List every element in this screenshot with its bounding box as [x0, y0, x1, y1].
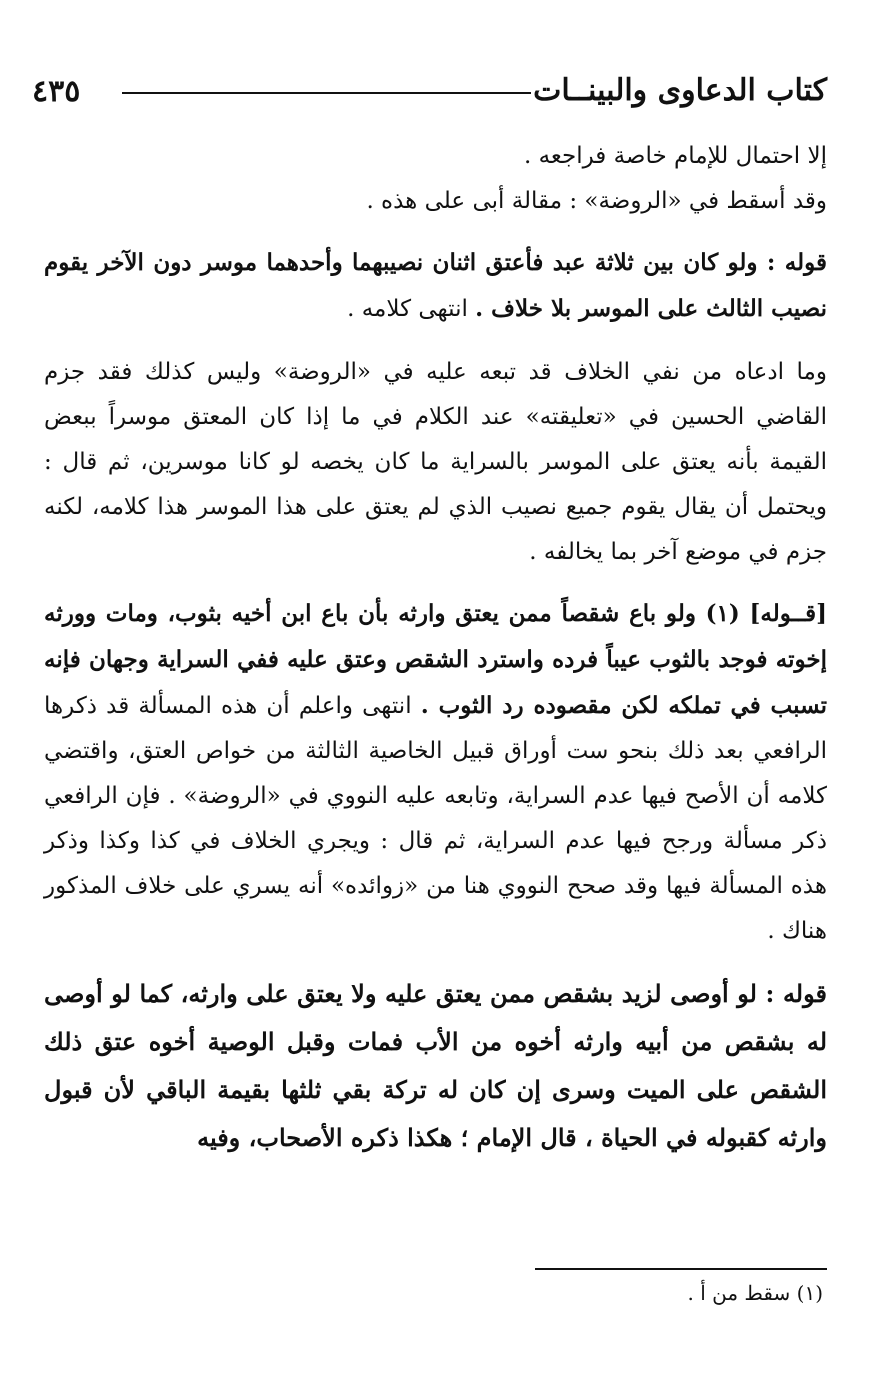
paragraph-4: وما ادعاه من نفي الخلاف قد تبعه عليه في «الروضة» وليس كذلك فقد جزم القاضي الحسين في «تعليقته» عند الكلام في ما إذا كان المعتق موسراً ببعض القيمة بأنه يعتق على الموسر بالسراية ما كان يخصه لو كانا موسرين، ثم قال : ويحتمل أن يقال يقوم جميع نصيب الذي لم يعتق على هذا الموسر هذا كلامه، لكنه جزم في موضع آخر بما يخالفه . — [44, 359, 827, 565]
paragraph-3 — [44, 240, 827, 332]
commentary: انتهى واعلم أن هذه المسألة قد ذكرها الرافعي بعد ذلك بنحو ست أوراق قبيل الخاصية الثالثة من خواص العتق، واقتضي كلامه أن الأصح فيها عدم السراية، وتابعه عليه النووي في «الروضة» . فإن الرافعي ذكر مسألة ورجح فيها عدم السراية، ثم قال : ويجري الخلاف في كذا وكذا وذكر هذه المسألة فيها وقد صحح النووي هنا من «زوائده» أنه يسري على خلاف المذكور هناك . — [44, 693, 827, 944]
page-body — [44, 134, 827, 1162]
running-header — [30, 66, 827, 118]
quoted-statement: قوله : ولو كان بين ثلاثة عبد فأعتق اثنان نصيبهما وأحدهما موسر دون الآخر يقوم نصيب الثالث على الموسر بلا خلاف . — [44, 249, 827, 322]
footnote-rule — [535, 1268, 827, 1270]
header-rule — [122, 92, 531, 94]
paragraph-1: إلا احتمال للإمام خاصة فراجعه . — [523, 143, 827, 169]
footnote: (١) سقط من أ . — [687, 1281, 823, 1305]
paragraph-5 — [44, 591, 827, 954]
paragraph-6: قوله : لو أوصى لزيد بشقص ممن يعتق عليه ولا يعتق على وارثه، كما لو أوصى له بشقص من أبيه وارثه أخوه من الأب فمات وقبل الوصية أخوه عتق ذلك الشقص على الميت وسرى إن كان له تركة بقي ثلثها بقيمة الباقي لأن قبول وارثه كقبوله في الحياة ، قال الإمام ؛ هكذا ذكره الأصحاب، وفيه — [44, 979, 827, 1152]
running-title: كتاب الدعاوى والبينــات — [533, 73, 827, 108]
quoted-statement: [قــوله] (١) ولو باع شقصاً ممن يعتق وارثه بأن باع ابن أخيه بثوب، ومات وورثه إخوته فوجد بالثوب عيباً فرده واسترد الشقص وعتق عليه ففي السراية وجهان فإنه تسبب في تملكه لكن مقصوده رد الثوب . — [44, 600, 827, 719]
commentary: انتهى كلامه . — [347, 296, 476, 322]
paragraph-2: وقد أسقط في «الروضة» : مقالة أبى على هذه . — [366, 188, 827, 214]
page-number: ٤٣٥ — [32, 74, 81, 109]
